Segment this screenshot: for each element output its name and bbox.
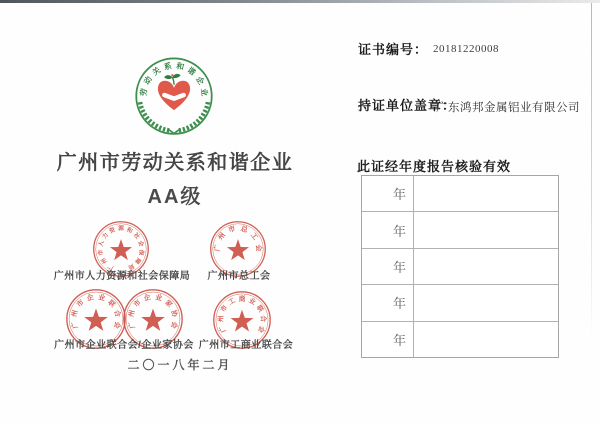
seal-label-enterprise-confederation: 广州市企业联合会/企业家协会: [54, 340, 194, 351]
year-value-cell: [414, 212, 558, 247]
svg-text:保: 保: [137, 249, 144, 256]
year-value-cell: [414, 176, 558, 211]
seal-label-human-resources-bureau: 广州市人力资源和社会保障局: [53, 271, 191, 282]
svg-text:会: 会: [169, 320, 178, 330]
svg-text:州: 州: [217, 315, 225, 323]
year-label-cell: 年: [362, 249, 414, 284]
year-value-cell: [414, 285, 558, 320]
svg-text:市: 市: [98, 249, 105, 256]
svg-text:州: 州: [217, 231, 228, 242]
svg-text:广: 广: [128, 320, 137, 330]
scan-right-edge: [591, 3, 592, 338]
svg-text:会: 会: [254, 244, 262, 252]
svg-text:业: 业: [154, 294, 163, 303]
svg-text:工: 工: [248, 231, 259, 242]
svg-text:州: 州: [128, 309, 137, 318]
svg-text:州: 州: [100, 256, 109, 265]
svg-text:合: 合: [112, 309, 121, 318]
svg-text:局: 局: [126, 262, 135, 271]
svg-text:企: 企: [143, 294, 152, 303]
svg-text:力: 力: [101, 232, 111, 241]
svg-text:人: 人: [98, 240, 106, 248]
certificate-number-value: 20181220008: [433, 43, 499, 55]
seal-label-federation-industry-commerce: 广州市工商业联合会: [198, 340, 294, 351]
certificate-title: 广州市劳动关系和谐企业: [56, 152, 294, 174]
certificate-grade: AA级: [147, 186, 203, 208]
svg-text:业: 业: [247, 297, 257, 307]
svg-text:总: 总: [239, 225, 249, 235]
seal-label-federation-trade-unions: 广州市总工会: [207, 271, 271, 282]
svg-text:家: 家: [163, 299, 174, 309]
year-label-cell: 年: [362, 212, 414, 247]
svg-text:广: 广: [214, 244, 222, 252]
year-label-cell: 年: [362, 176, 414, 211]
svg-text:劳: 劳: [138, 87, 149, 97]
scan-top-edge: [0, 0, 600, 3]
verification-row: [362, 249, 558, 285]
verification-row: [362, 212, 558, 248]
svg-text:谐: 谐: [185, 65, 198, 78]
year-value-cell: [414, 249, 558, 284]
svg-text:协: 协: [169, 309, 178, 318]
holder-company-name: 广东鸿邦金属铝业有限公司: [436, 102, 580, 114]
verification-row: [362, 285, 558, 321]
svg-text:社: 社: [131, 232, 141, 241]
certificate-number-label: 证书编号：: [358, 42, 429, 57]
svg-text:企: 企: [194, 74, 206, 87]
svg-text:企: 企: [86, 294, 95, 303]
verification-row: [362, 176, 558, 212]
svg-text:市: 市: [227, 225, 237, 235]
svg-text:源: 源: [118, 226, 124, 233]
svg-text:广: 广: [218, 324, 228, 334]
svg-text:市: 市: [132, 299, 143, 309]
svg-text:会: 会: [136, 240, 144, 248]
svg-text:联: 联: [254, 304, 265, 314]
svg-text:州: 州: [71, 309, 80, 318]
svg-text:市: 市: [75, 299, 86, 309]
holder-seal-label: 持证单位盖章：: [358, 98, 457, 113]
verification-row: [362, 322, 558, 357]
year-label-cell: 年: [362, 285, 414, 320]
svg-text:系: 系: [163, 61, 173, 72]
year-value-cell: [414, 322, 558, 357]
svg-text:市: 市: [219, 304, 230, 314]
svg-text:联: 联: [106, 299, 117, 309]
svg-text:业: 业: [97, 294, 106, 303]
svg-text:障: 障: [133, 256, 142, 265]
svg-text:资: 资: [108, 227, 117, 236]
svg-text:广: 广: [71, 320, 80, 330]
svg-text:关: 关: [150, 65, 163, 78]
svg-text:和: 和: [175, 61, 185, 72]
svg-text:商: 商: [238, 295, 246, 303]
issue-date: 二〇一八年二月: [127, 358, 233, 372]
svg-text:和: 和: [125, 227, 134, 236]
svg-text:合: 合: [259, 315, 267, 323]
year-label-cell: 年: [362, 322, 414, 357]
svg-text:会: 会: [256, 324, 266, 334]
svg-text:广: 广: [107, 262, 116, 271]
annual-verification-heading: 此证经年度报告核验有效: [357, 159, 512, 174]
svg-text:工: 工: [227, 297, 237, 307]
harmonious-labor-relations-logo: [133, 53, 215, 141]
svg-text:动: 动: [142, 74, 154, 87]
svg-text:业: 业: [199, 87, 210, 97]
svg-text:会: 会: [112, 320, 121, 330]
annual-verification-table: [361, 175, 559, 358]
